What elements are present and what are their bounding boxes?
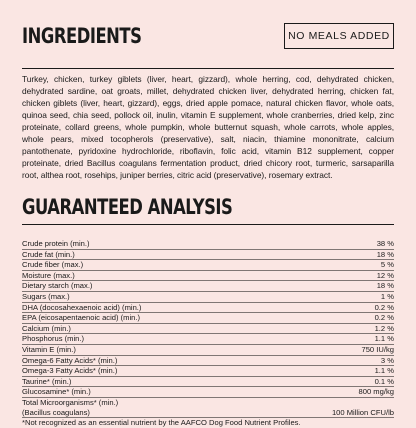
analysis-row-value: 18 % <box>376 249 394 259</box>
analysis-row-value: 12 % <box>376 270 394 280</box>
analysis-row-value: 800 mg/kg <box>358 387 394 397</box>
analysis-row-label: Calcium (min.) <box>22 323 71 333</box>
analysis-row-value: 0.1 % <box>374 376 394 386</box>
analysis-row-label: Omega-6 Fatty Acids* (min.) <box>22 355 118 365</box>
analysis-row-label: Moisture (max.) <box>22 270 75 280</box>
analysis-row <box>22 334 394 345</box>
analysis-row <box>22 377 394 388</box>
analysis-row <box>22 239 394 250</box>
analysis-row-value: 0.2 % <box>374 313 394 323</box>
ingredients-header <box>22 12 394 69</box>
analysis-row-label: Crude fiber (max.) <box>22 260 84 270</box>
analysis-row <box>22 281 394 292</box>
analysis-row-value: 1.1 % <box>374 334 394 344</box>
ingredients-text: Turkey, chicken, turkey giblets (liver, heart, gizzard), whole herring, cod, dehydrated chicken, dehydrated sardine, oat groats, millet, dehydrated chicken liver, dehydrated herring, chicken fat, chicken giblets (liver, heart, gizzard), eggs, dried apple pomace, natural chicken flavor, whole oats, quinoa seed, chia seed, pollock oil, inulin, vitamin E supplement, whole cranberries, dried kelp, zinc proteinate, collard greens, whole pumpkin, whole butternut squash, whole carrots, whole apples, whole pears, mixed tocopherols (preservative), salt, niacin, thiamine mononitrate, calcium pantothenate, pyridoxine hydrochloride, riboflavin, folic acid, vitamin B12 supplement, copper proteinate, dried Bacillus coagulans fermentation product, dried chicory root, turmeric, sarsaparilla root, althea root, rosehips, juniper berries, citric acid (preservative), rosemary extract. <box>22 74 394 180</box>
analysis-row-value: 1.2 % <box>374 323 394 333</box>
analysis-row <box>22 250 394 261</box>
analysis-row <box>22 398 394 418</box>
analysis-row-value: 750 IU/kg <box>361 344 394 354</box>
analysis-row-label: Dietary starch (max.) <box>22 281 93 291</box>
analysis-row <box>22 292 394 303</box>
analysis-row-value: 1.1 % <box>374 366 394 376</box>
analysis-table <box>22 239 394 418</box>
analysis-footnote: *Not recognized as an essential nutrient by the AAFCO Dog Food Nutrient Profiles. <box>22 418 301 428</box>
analysis-row-value: 18 % <box>376 281 394 291</box>
analysis-row <box>22 271 394 282</box>
label-panel <box>22 0 394 428</box>
analysis-row-value: 1 % <box>380 291 394 301</box>
analysis-row-value: 38 % <box>376 239 394 248</box>
analysis-header <box>22 191 394 225</box>
analysis-title: GUARANTEED ANALYSIS <box>22 195 233 219</box>
analysis-row-label: Glucosamine* (min.) <box>22 387 91 397</box>
analysis-row-label: Total Microorganisms* (min.) (Bacillus coagulans) <box>22 397 119 417</box>
analysis-row <box>22 303 394 314</box>
analysis-row-label: EPA (eicosapentaenoic acid) (min.) <box>22 313 141 323</box>
analysis-row <box>22 345 394 356</box>
analysis-row-label: Phosphorus (min.) <box>22 334 85 344</box>
analysis-row <box>22 387 394 398</box>
analysis-row-value: 5 % <box>380 260 394 270</box>
analysis-row-label: Crude protein (min.) <box>22 239 90 248</box>
analysis-row-label: Crude fat (min.) <box>22 249 75 259</box>
analysis-row <box>22 366 394 377</box>
ingredients-title: INGREDIENTS <box>22 24 142 48</box>
analysis-row-label: Vitamin E (min.) <box>22 344 76 354</box>
analysis-row-label: Omega-3 Fatty Acids* (min.) <box>22 366 118 376</box>
no-meals-added-badge: NO MEALS ADDED <box>284 23 394 49</box>
analysis-row-value: 0.2 % <box>374 302 394 312</box>
analysis-row <box>22 356 394 367</box>
analysis-row <box>22 260 394 271</box>
analysis-row-label: Sugars (max.) <box>22 291 70 301</box>
analysis-row <box>22 324 394 335</box>
analysis-row-value: 3 % <box>380 355 394 365</box>
analysis-row-label: Taurine* (min.) <box>22 376 72 386</box>
analysis-row-value: 100 Million CFU/lb <box>331 407 394 417</box>
analysis-row-label: DHA (docosahexaenoic acid) (min.) <box>22 302 142 312</box>
analysis-row <box>22 313 394 324</box>
